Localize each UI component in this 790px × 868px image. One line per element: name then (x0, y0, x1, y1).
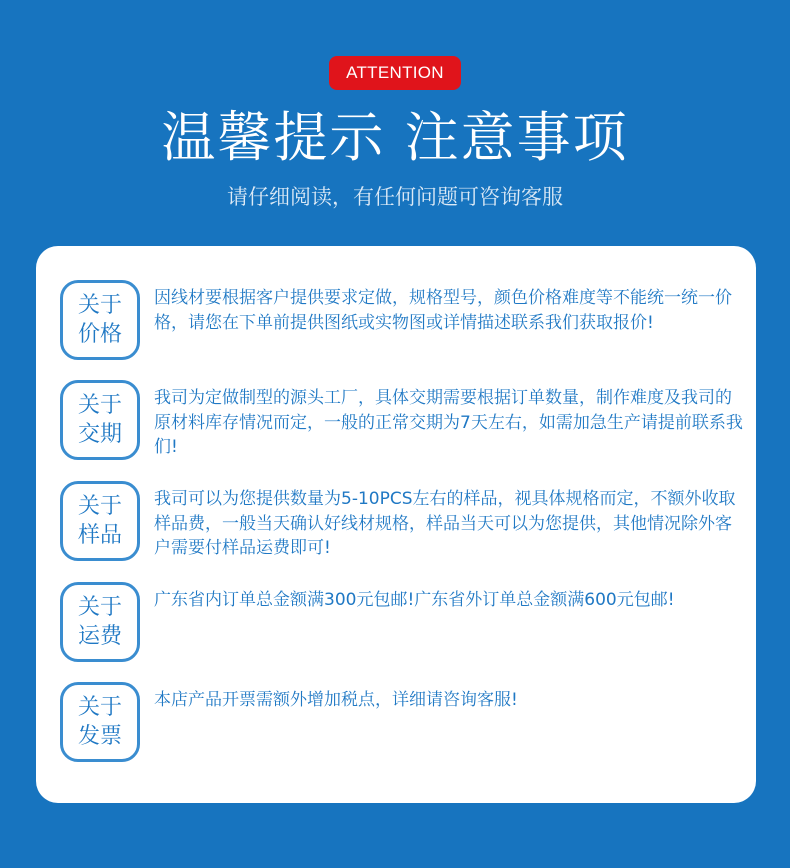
tag-line1: 关于 (77, 293, 122, 318)
tag-line2: 交期 (77, 422, 122, 447)
tag-delivery (60, 380, 140, 460)
notice-text-invoice: 本店产品开票需额外增加税点，详细请咨询客服! (154, 690, 518, 710)
notice-item-sample (60, 481, 750, 571)
tag-price (60, 280, 140, 360)
tag-line1: 关于 (77, 393, 122, 418)
notice-item-delivery (60, 380, 750, 470)
tag-invoice (60, 682, 140, 762)
notice-text-price: 因线材要根据客户提供要求定做，规格型号，颜色价格难度等不能统一统一价格，请您在下单前提供图纸或实物图或详情描述联系我们获取报价! (154, 288, 732, 333)
tag-sample (60, 481, 140, 561)
notice-item-price (60, 280, 750, 370)
notice-item-invoice (60, 682, 750, 772)
notice-item-shipping (60, 582, 750, 672)
tag-line1: 关于 (77, 494, 122, 519)
tag-shipping (60, 582, 140, 662)
page-subtitle: 请仔细阅读，有任何问题可咨询客服 (227, 185, 563, 209)
tag-line2: 运费 (77, 624, 122, 649)
notice-text-shipping: 广东省内订单总金额满300元包邮!广东省外订单总金额满600元包邮! (154, 590, 675, 610)
notice-text-sample: 我司可以为您提供数量为5-10PCS左右的样品，视具体规格而定，不额外收取样品费，一般当天确认好线材规格，样品当天可以为您提供，其他情况除外客户需要付样品运费即可! (154, 489, 736, 558)
tag-line2: 发票 (77, 724, 122, 749)
notice-card (36, 246, 756, 803)
page-title: 温馨提示 注意事项 (161, 106, 629, 169)
tag-line2: 价格 (77, 322, 122, 347)
tag-line1: 关于 (77, 595, 122, 620)
tag-line1: 关于 (77, 695, 122, 720)
notice-text-delivery: 我司为定做制型的源头工厂，具体交期需要根据订单数量，制作难度及我司的原材料库存情况而定，一般的正常交期为7天左右，如需加急生产请提前联系我们! (154, 388, 743, 457)
attention-badge: ATTENTION (329, 56, 461, 90)
tag-line2: 样品 (77, 523, 122, 548)
